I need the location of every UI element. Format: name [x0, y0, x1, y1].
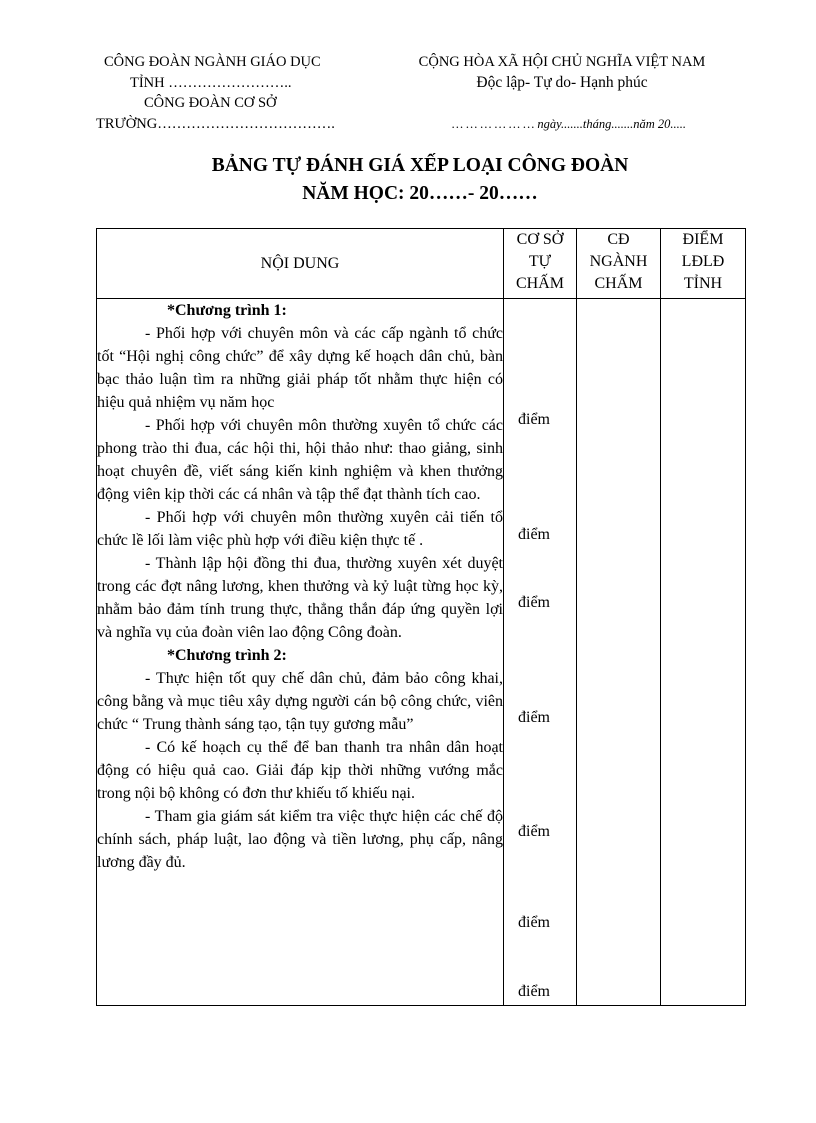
content-cell: [97, 299, 504, 1006]
score-label: điểm: [518, 983, 550, 1000]
program-heading: *Chương trình 2:: [167, 647, 287, 664]
column-header-sector-score: CĐ NGÀNH CHẤM: [577, 229, 661, 299]
self-score-cell[interactable]: [504, 299, 577, 1006]
criterion-item: - Thực hiện tốt quy chế dân chủ, đảm bảo công khai, công bằng và mục tiêu xây dựng người cán bộ công chức, viên chức “ Trung thành sáng tạo, tận tụy gương mẫu”: [97, 670, 503, 733]
sector-score-cell[interactable]: [577, 299, 661, 1006]
score-label: điểm: [518, 411, 550, 428]
national-header: [397, 52, 727, 93]
country-name: CỘNG HÒA XÃ HỘI CHỦ NGHĨA VIỆT NAM: [418, 54, 706, 70]
document-title: BẢNG TỰ ĐÁNH GIÁ XẾP LOẠI CÔNG ĐOÀN: [211, 155, 629, 176]
school-year-title: NĂM HỌC: 20……- 20……: [302, 183, 538, 204]
union-header: [96, 52, 356, 134]
criterion-item: - Có kế hoạch cụ thể để ban thanh tra nhân dân hoạt động có hiệu quả cao. Giải đáp kịp thời những vướng mắc trong nội bộ không có đơn thư khiếu tố khiếu nại.: [97, 739, 503, 802]
criterion-item: - Phối hợp với chuyên môn thường xuyên cải tiến tổ chức lề lối làm việc phù hợp với điều kiện thực tế .: [97, 509, 503, 549]
score-label: điểm: [518, 823, 550, 840]
column-header-self-score: CƠ SỞ TỰ CHẤM: [504, 229, 577, 299]
date-line: … … … … … … ngày.......tháng.......năm 20.....: [452, 117, 687, 131]
union-name: CÔNG ĐOÀN NGÀNH GIÁO DỤC: [104, 54, 321, 70]
table-body-row: [97, 299, 746, 1006]
province-line: TỈNH ……………………..: [130, 74, 292, 91]
criterion-item: - Phối hợp với chuyên môn và các cấp ngành tổ chức tốt “Hội nghị công chức” để xây dựng kế hoạch dân chủ, bàn bạc thảo luận tìm ra những giải pháp tốt nhằm thực hiện có hiệu quả nhiệm vụ năm học: [97, 325, 503, 411]
evaluation-table: [96, 228, 746, 1006]
score-label: điểm: [518, 526, 550, 543]
criterion-item: - Thành lập hội đồng thi đua, thường xuyên xét duyệt trong các đợt nâng lương, khen thưởng và kỷ luật từng học kỳ, nhằm bảo đảm tính trung thực, thẳng thắn đáp ứng quyền lợi và nghĩa vụ của đoàn viên lao động Công đoàn.: [97, 555, 503, 641]
column-header-province-score: ĐIỂM LĐLĐ TỈNH: [661, 229, 746, 299]
province-score-cell[interactable]: [661, 299, 746, 1006]
program-heading: *Chương trình 1:: [167, 302, 287, 319]
motto: Độc lập- Tự do- Hạnh phúc: [476, 73, 648, 91]
score-label: điểm: [518, 709, 550, 726]
school-line: TRƯỜNG……………………………….: [96, 115, 335, 132]
grassroots-union: CÔNG ĐOÀN CƠ SỞ: [144, 95, 277, 111]
table-header-row: [97, 229, 746, 299]
column-header-content: NỘI DUNG: [97, 229, 504, 299]
criterion-item: - Phối hợp với chuyên môn thường xuyên tổ chức các phong trào thi đua, các hội thi, hội thảo như: thao giảng, sinh hoạt chuyên đề, viết sáng kiến kinh nghiệm và khen thưởng động viên kịp thời các cá nhân và tập thể đạt thành tích cao.: [97, 417, 503, 503]
criterion-item: - Tham gia giám sát kiểm tra việc thực hiện các chế độ chính sách, pháp luật, lao động và tiền lương, phụ cấp, nâng lương đầy đủ.: [97, 808, 503, 871]
score-label: điểm: [518, 594, 550, 611]
score-label: điểm: [518, 914, 550, 931]
